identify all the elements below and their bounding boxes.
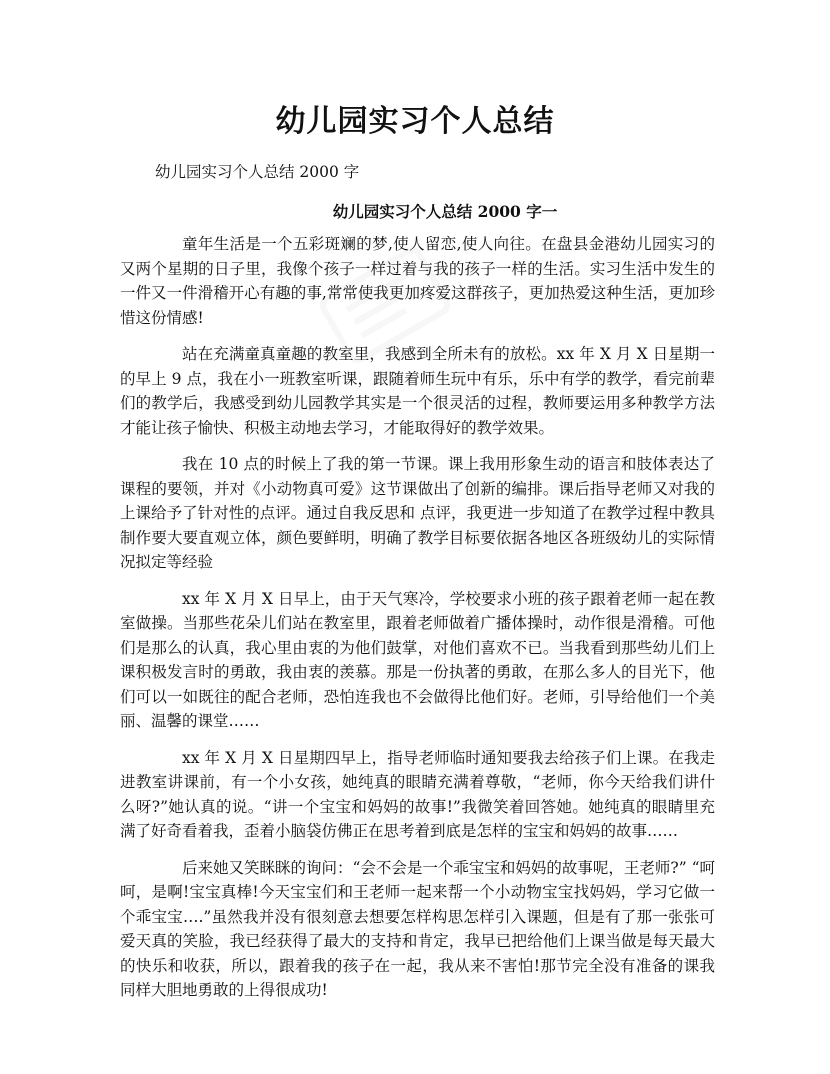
paragraph: 站在充满童真童趣的教室里，我感到全所未有的放松。xx 年 X 月 X 日星期一的早上 9 点，我在小一班教室听课，跟随着师生玩中有乐，乐中有学的教学，看完前辈们的教学后，我感受到幼儿园教学其实是一个很灵活的过程，教师要运用多种教学方法才能让孩子愉快、积极主动地去学习，才能取得好的教学效果。 [120,345,715,437]
paragraph: xx 年 X 月 X 日早上，由于天气寒冷，学校要求小班的孩子跟着老师一起在教室做操。当那些花朵儿们站在教室里，跟着老师做着广播体操时，动作很是滑稽。可他们是那么的认真，我心里由衷的为他们鼓掌，对他们喜欢不已。当我看到那些幼儿们上课积极发言时的勇敢，我由衷的羡慕。那是一份执著的勇敢，在那么多人的目光下，他们可以一如既往的配合老师，恐怕连我也不会做得比他们好。老师，引导给他们一个美丽、温馨的课堂…… [120,589,715,730]
page-title: 幼儿园实习个人总结 [275,104,555,139]
paragraph: 我在 10 点的时候上了我的第一节课。课上我用形象生动的语言和肢体表达了课程的要领，并对《小动物真可爱》这节课做出了创新的编排。课后指导老师又对我的上课给予了针对性的点评。通过自我反思和 点评，我更进一步知道了在教学过程中教具制作要大要直观立体，颜色要鲜明，明确了教学目标要依据各地区各班级幼儿的实际情况拟定等经验 [120,455,715,571]
paragraph: xx 年 X 月 X 日星期四早上，指导老师临时通知要我去给孩子们上课。在我走进教室讲课前，有一个小女孩，她纯真的眼睛充满着尊敬，“老师，你今天给我们讲什么呀?”她认真的说。“讲一个宝宝和妈妈的故事!”我微笑着回答她。她纯真的眼睛里充满了好奇看着我，歪着小脑袋仿佛正在思考着到底是怎样的宝宝和妈妈的故事…… [120,748,715,840]
document-subtitle: 幼儿园实习个人总结 2000 字 [155,163,360,181]
body-text [120,232,715,1015]
paragraph: 后来她又笑眯眯的询问：“会不会是一个乖宝宝和妈妈的故事呢，王老师?” “呵呵，是啊!宝宝真棒!今天宝宝们和王老师一起来帮一个小动物宝宝找妈妈，学习它做一个乖宝宝….”虽然我并没有很刻意去想要怎样构思怎样引入课题，但是有了那一张张可爱天真的笑脸，我已经获得了最大的支持和肯定，我早已把给他们上课当做是每天最大的快乐和收获，所以，跟着我的孩子在一起，我从来不害怕!那节完全没有准备的课我同样大胆地勇敢的上得很成功! [120,858,716,999]
paragraph: 童年生活是一个五彩斑斓的梦,使人留恋,使人向往。在盘县金港幼儿园实习的又两个星期的日子里，我像个孩子一样过着与我的孩子一样的生活。实习生活中发生的一件又一件滑稽开心有趣的事,常常使我更加疼爱这群孩子，更加热爱这种生活，更加珍惜这份情感! [120,235,715,327]
section-heading: 幼儿园实习个人总结 2000 字一 [332,202,558,221]
